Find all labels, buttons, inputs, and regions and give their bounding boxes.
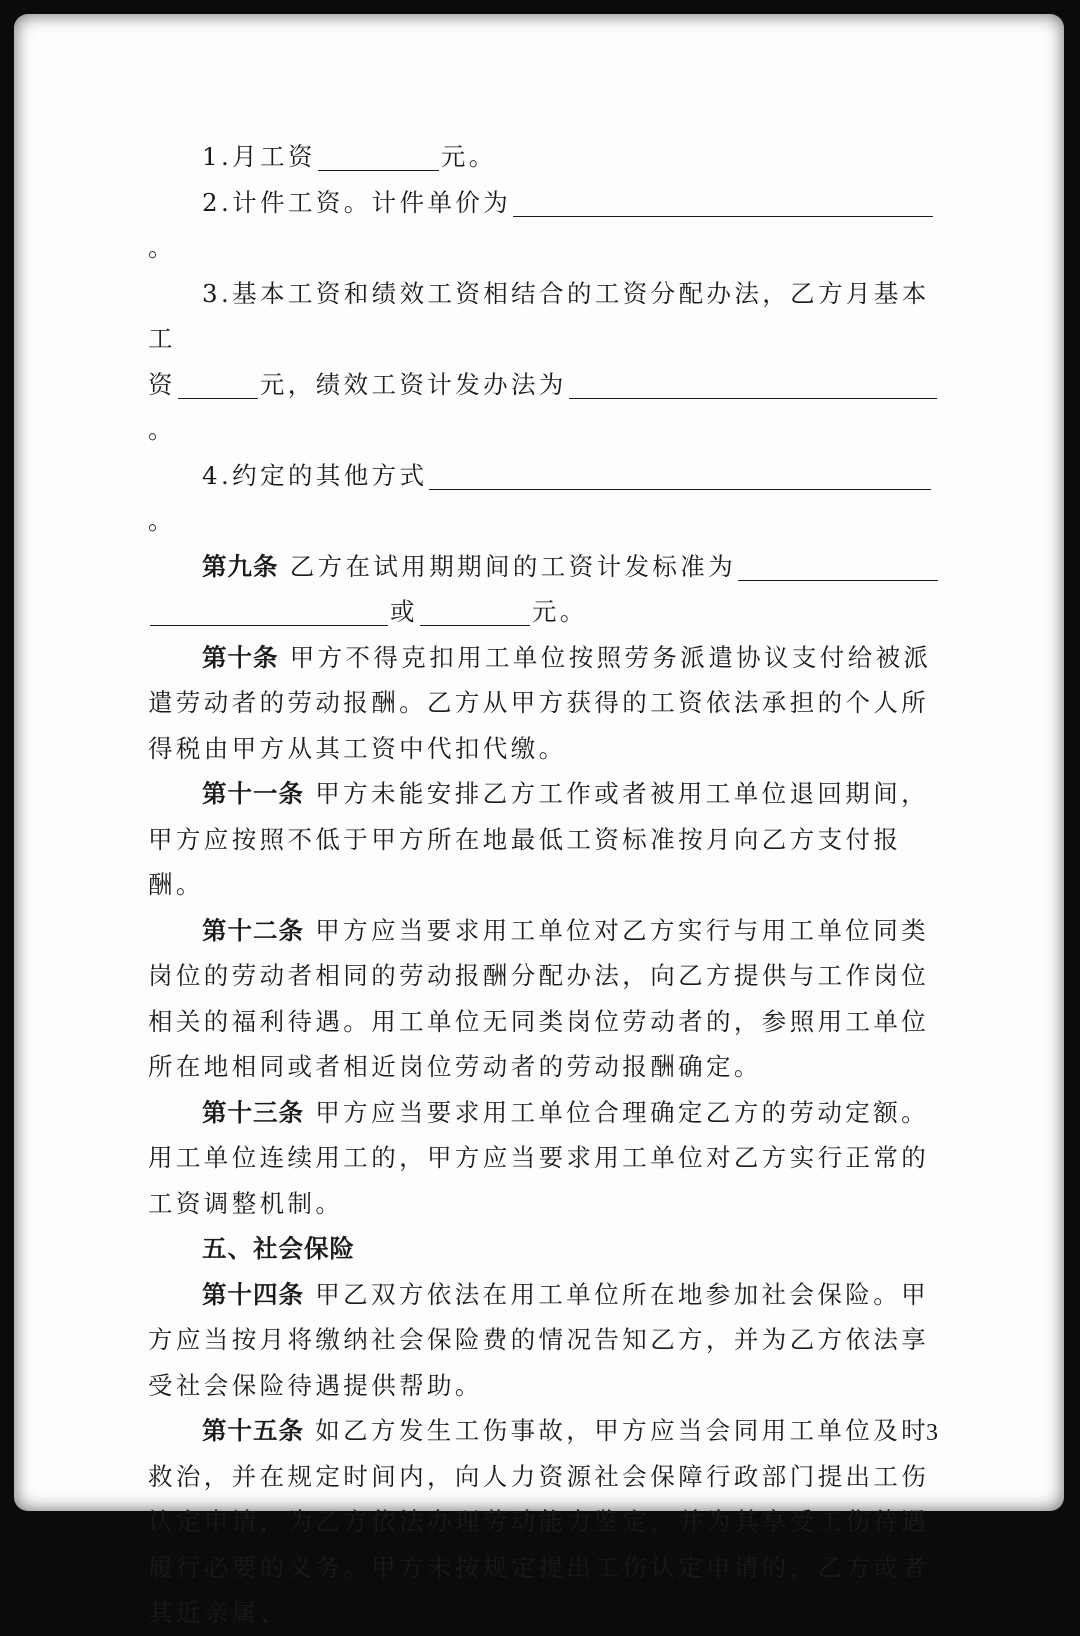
section-heading: 五、社会保险 xyxy=(202,1234,355,1263)
article-11: 第十一条 甲方未能安排乙方工作或者被用工单位退回期间，甲方应按照不低于甲方所在地最低工资标准按月向乙方支付报酬。 xyxy=(148,779,930,899)
blank-field xyxy=(150,595,388,626)
page-number: 3 xyxy=(926,1420,938,1446)
blank-field xyxy=(738,550,938,581)
article-title: 第九条 xyxy=(202,551,279,581)
article-title: 第十四条 xyxy=(202,1279,304,1309)
article-15: 第十五条 如乙方发生工伤事故，甲方应当会同用工单位及时救治，并在规定时间内，向人力资源社会保障行政部门提出工伤认定申请，为乙方依法办理劳动能力鉴定，并为其享受工伤待遇履行必要的义务。甲方未按规定提出工伤认定申请的，乙方或者其近亲属、 xyxy=(148,1416,930,1627)
article-title: 第十条 xyxy=(202,642,279,672)
blank-field xyxy=(513,186,933,217)
blank-field xyxy=(569,368,937,399)
wage-option-3: 3.基本工资和绩效工资相结合的工资分配办法，乙方月基本工 xyxy=(148,278,930,353)
article-10: 第十条 甲方不得克扣用工单位按照劳务派遣协议支付给被派遣劳动者的劳动报酬。乙方从甲方获得的工资依法承担的个人所得税由甲方从其工资中代扣代缴。 xyxy=(148,642,932,763)
blank-field xyxy=(429,459,931,490)
article-14: 第十四条 甲乙双方依法在用工单位所在地参加社会保险。甲方应当按月将缴纳社会保险费的情况告知乙方，并为乙方依法享受社会保险待遇提供帮助。 xyxy=(148,1279,930,1400)
blank-field xyxy=(318,140,439,171)
article-title: 第十二条 xyxy=(202,915,304,945)
wage-option-2: 2.计件工资。计件单价为。 xyxy=(148,180,946,271)
article-13: 第十三条 甲方应当要求用工单位合理确定乙方的劳动定额。用工单位连续用工的，甲方应当要求用工单位对乙方实行正常的工资调整机制。 xyxy=(148,1097,930,1218)
article-12: 第十二条 甲方应当要求用工单位对乙方实行与用工单位同类岗位的劳动者相同的劳动报酬分配办法，向乙方提供与工作岗位相关的福利待遇。用工单位无同类岗位劳动者的，参照用工单位所在地相同或者相近岗位劳动者的劳动报酬确定。 xyxy=(148,915,930,1081)
article-title: 第十三条 xyxy=(202,1097,304,1127)
article-9: 第九条 乙方在试用期期间的工资计发标准为 xyxy=(148,544,946,590)
article-title: 第十五条 xyxy=(202,1416,304,1445)
blank-field xyxy=(178,368,258,399)
wage-option-3-cont: 资 元，绩效工资计发办法为。 xyxy=(148,362,946,453)
wage-option-1: 1.月工资 元。 xyxy=(202,142,497,171)
wage-option-4: 4.约定的其他方式。 xyxy=(148,453,946,544)
document-body xyxy=(148,134,946,1636)
article-9-cont: 或 元。 xyxy=(148,589,946,635)
article-title: 第十一条 xyxy=(202,779,304,808)
blank-field xyxy=(420,595,530,626)
